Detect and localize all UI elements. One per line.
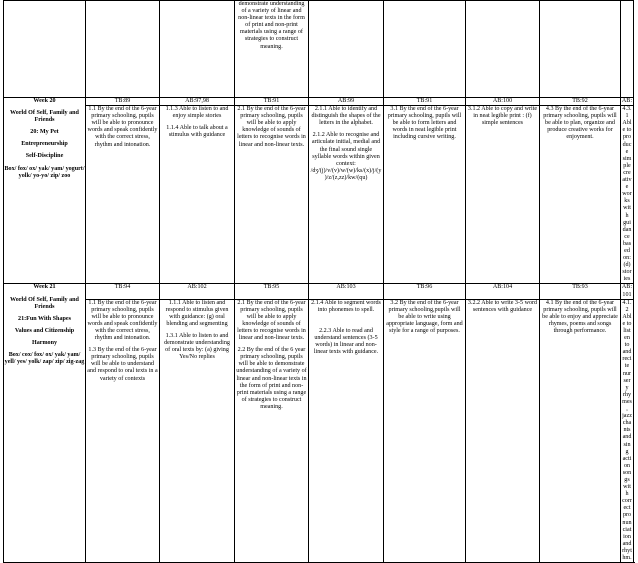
page-ref: AB:100 xyxy=(466,98,540,106)
standard-text: 2.1 By the end of the 6-year primary schooling, pupils will be able to apply knowledge of sounds of letters to recognise words in linear and non-linear texts. xyxy=(237,299,306,342)
page-ref: TB:95 xyxy=(235,284,309,299)
top-cell-6 xyxy=(466,1,540,98)
standard-text: 2.2.3 Able to read and understand sentences (3-5 words) in linear and non-linear texts with guidance. xyxy=(313,327,379,356)
page-ref: TB:89 xyxy=(86,98,160,106)
top-cell-8 xyxy=(621,1,634,98)
standard-text: 4.1.2 Able to listen to and recite nursery rhymes, jazz chants and sing action songs with correct pronunciation and rhythm. xyxy=(622,299,632,561)
content-cell xyxy=(621,106,634,284)
standard-text: 1.3.1 Able to listen to and demonstrate understanding of oral texts by: (a) giving Yes/No replies xyxy=(164,333,230,361)
page-ref: TB:91 xyxy=(235,98,309,106)
content-cell xyxy=(160,106,235,284)
cross-curricular-label: Harmony xyxy=(31,339,58,346)
standard-text: 1.1 By the end of the 6-year primary schooling, pupils will be able to pronounce words and speak confidently with the correct stress, rhythm and intonation. xyxy=(87,299,158,342)
page-ref: TB:92 xyxy=(540,98,621,106)
page-ref: TB:94 xyxy=(86,284,160,299)
theme-label: World Of Self, Family and Friends xyxy=(10,296,79,310)
content-cell xyxy=(235,106,309,284)
page-ref: AB:104 xyxy=(466,284,540,299)
standard-text: 4.1 By the end of the 6-year primary schooling, pupils will be able to enjoy and appreciate rhymes, poems and songs through performance. xyxy=(542,299,618,334)
top-cell-7 xyxy=(540,1,621,98)
content-cell xyxy=(235,299,309,562)
topic-label: 20: My Pet xyxy=(30,129,59,136)
top-partial-row xyxy=(4,1,634,98)
standard-text: 1.1.3 Able to listen to and enjoy simple stories xyxy=(165,106,229,120)
week20-label-cell xyxy=(4,98,86,284)
standard-text: 3.1 By the end of the 6-year primary schooling, pupils will be able to form letters and words in neat legible print including cursive writing. xyxy=(387,106,462,141)
value-label: Values and Citizenship xyxy=(14,327,75,334)
standard-text: 1.1 By the end of the 6-year primary schooling, pupils will be able to pronounce words and speak confidently with the correct stress, rhythm and intonation. xyxy=(87,106,158,148)
standard-text: 2.1.4 Able to segment words into phonemes to spell. xyxy=(311,299,381,313)
standard-text: 3.2.2 Able to write 3-5 word sentences with guidance xyxy=(467,299,538,313)
content-cell xyxy=(309,299,384,562)
content-cell xyxy=(466,299,540,562)
content-cell xyxy=(309,106,384,284)
content-cell xyxy=(86,106,160,284)
scheme-of-work-table xyxy=(3,0,634,563)
content-cell xyxy=(540,299,621,562)
cross-curricular-label: Entrepreneurship xyxy=(21,141,68,148)
page-ref: TB:91 xyxy=(384,98,466,106)
standard-text: 2.2 By the end of the 6 year primary schooling, pupils will be able to demonstrate understanding of a variety of linear and non-linear texts in the form of print and non-print materials using a range of strategies to construct meaning. xyxy=(236,347,307,410)
top-label-cell xyxy=(4,1,86,98)
standard-text: 2.1 By the end of the 6-year primary schooling, pupils will be able to apply knowledge of sounds of letters to recognise words in linear and non-linear texts. xyxy=(237,106,306,148)
page-ref: AB:102 xyxy=(160,284,235,299)
page-ref: AB:101 xyxy=(621,284,633,298)
top-cell-2 xyxy=(160,1,235,98)
content-cell xyxy=(466,106,540,284)
standard-text: 1.1.4 Able to talk about a stimulus with guidance xyxy=(166,125,228,139)
week-number: Week 20 xyxy=(33,98,56,104)
content-standard-text: demonstrate understanding of a variety of linear and non-linear texts in the form of print and non-print materials using a range of strategies to construct meaning. xyxy=(238,1,305,50)
week21-code-row xyxy=(4,284,634,299)
standard-text: 4.3.1 Able to produce simple creative works with guidance based on: xyxy=(622,106,632,262)
theme-label: World Of Self, Family and Friends xyxy=(10,110,79,124)
week21-content-row xyxy=(4,299,634,562)
top-cell-5 xyxy=(384,1,466,98)
page-ref: AB:103 xyxy=(309,284,384,299)
lesson-plan-document xyxy=(3,0,633,563)
content-cell xyxy=(384,299,466,562)
standard-text: (d) stories xyxy=(622,262,632,283)
page-ref: AB:99 xyxy=(309,98,384,106)
top-cell-4 xyxy=(309,1,384,98)
topic-label: 21:Fun With Shapes xyxy=(18,315,71,322)
page-ref: AB:97,98 xyxy=(160,98,235,106)
week20-content-row xyxy=(4,106,634,284)
standard-text: 3.1.2 Able to copy and write in neat legible print : (f) simple sentences xyxy=(467,106,538,127)
standard-text: 2.1.2 Able to recognise and articulate initial, medial and the final sound single syllable words within given context: /dʒ/(j)/v/(v)/w/(w)/ks/(x)/j/(y)/z/(z,zz)/kw/(qu) xyxy=(310,132,382,181)
standard-text: 4.3 By the end of the 6-year primary schooling, pupils will be able to plan, organize and produce creative works for enjoyment. xyxy=(543,106,617,141)
content-cell xyxy=(86,299,160,562)
standard-text: 3.2 By the end of the 6-year primary schooling,pupils will be able to write using appropriate language, form and style for a range of purposes. xyxy=(386,299,463,334)
standard-text: 2.1.1 Able to identify and distinguish the shapes of the letters in the alphabet. xyxy=(311,106,381,127)
standard-text: 1.3 By the end of the 6-year primary schooling, pupils will be able to understand and respond to oral texts in a variety of contexts xyxy=(87,347,158,382)
content-cell xyxy=(384,106,466,284)
value-label: Self-Discipline xyxy=(25,153,64,160)
content-cell xyxy=(160,299,235,562)
content-cell xyxy=(540,106,621,284)
week21-label-cell xyxy=(4,284,86,563)
top-cell-1 xyxy=(86,1,160,98)
page-ref: AB: xyxy=(621,98,633,104)
page-ref: TB:96 xyxy=(384,284,466,299)
top-cell-3 xyxy=(235,1,309,98)
content-cell xyxy=(621,299,634,562)
standard-text: 1.1.1 Able to listen and respond to stimulus given with guidance: (g) oral blending and segmenting xyxy=(165,299,229,327)
week-number: Week 21 xyxy=(33,284,56,291)
week20-code-row xyxy=(4,98,634,106)
page-ref: TB:93 xyxy=(540,284,621,299)
phonics-words: Box/ fox/ ox/ yak/ yam/ yogurt/ yolk/ yo-yo/ zip/ zoo xyxy=(4,165,85,179)
phonics-words: Box/ cox/ fox/ ox/ yak/ yam/ yell/ yes/ yolk/ zap/ zip/ zig-zag xyxy=(4,352,85,366)
